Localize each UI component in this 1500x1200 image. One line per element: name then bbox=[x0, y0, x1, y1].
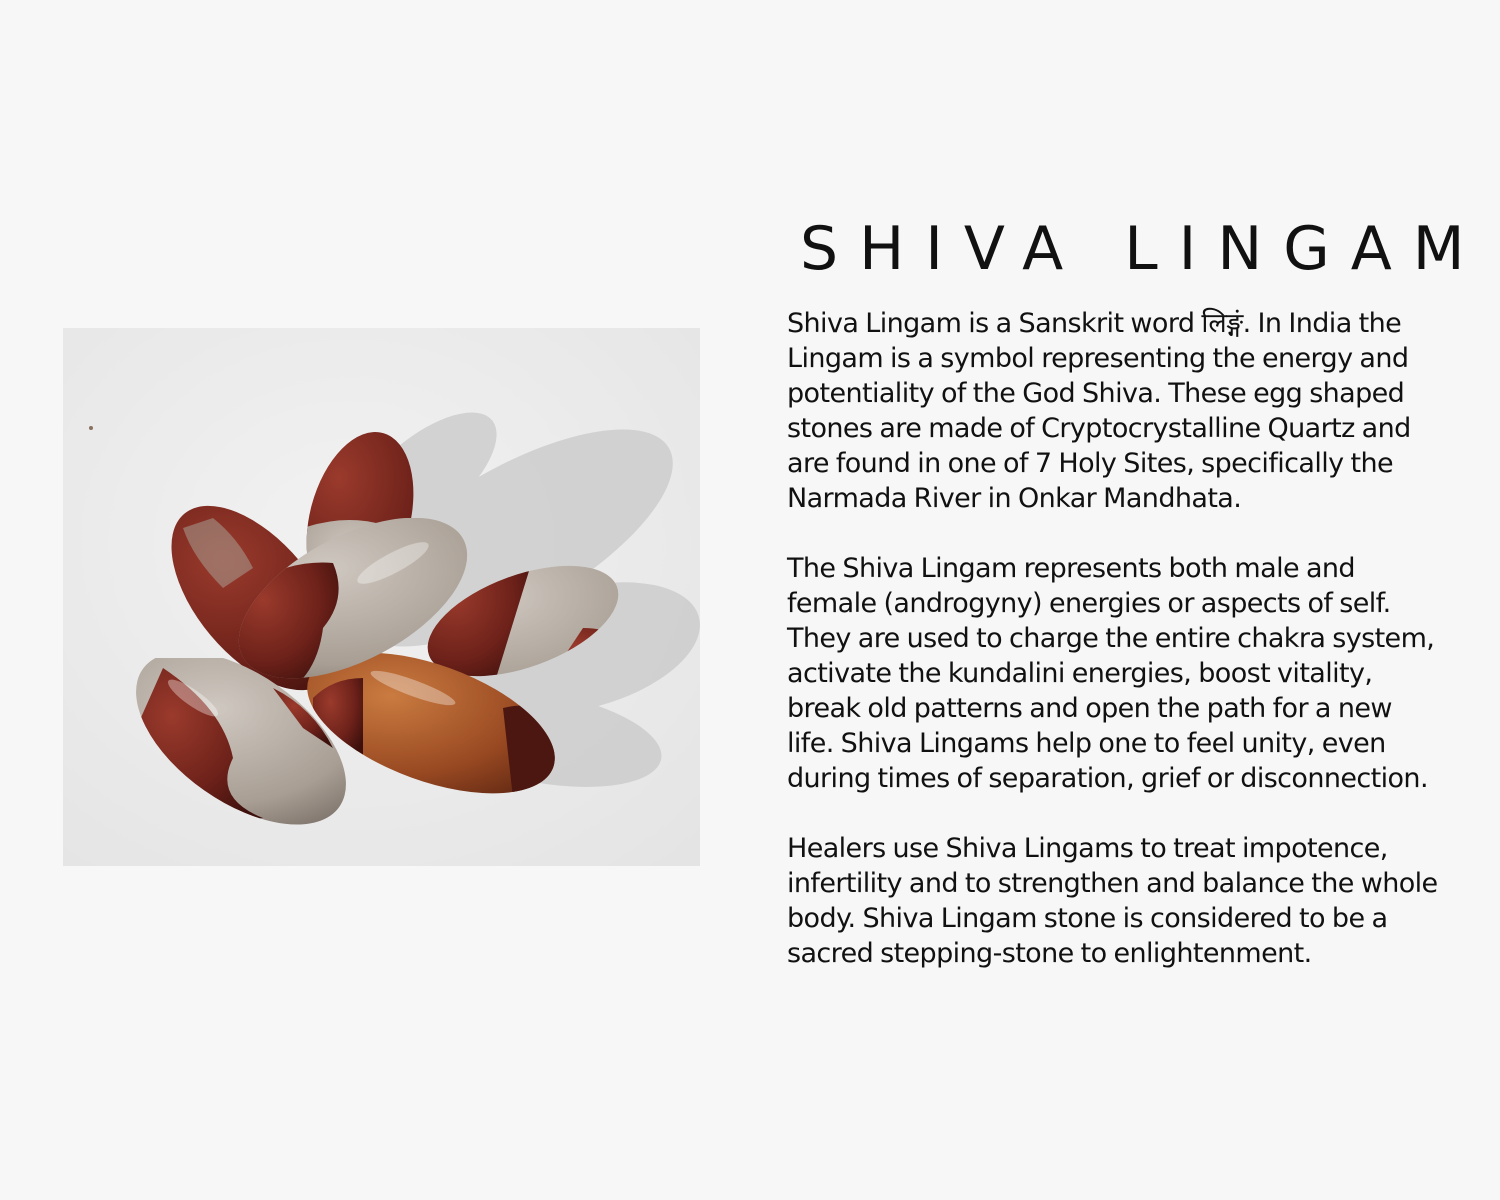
text-line: Shiva Lingam is a Sanskrit word लिङ्गं. In India the bbox=[787, 308, 1402, 339]
paragraph-origin bbox=[787, 306, 1477, 516]
paragraph-meaning bbox=[787, 551, 1477, 796]
text-line: Narmada River in Onkar Mandhata. bbox=[787, 483, 1242, 514]
text-line: potentiality of the God Shiva. These egg shaped bbox=[787, 378, 1405, 409]
text-line: stones are made of Cryptocrystalline Quartz and bbox=[787, 413, 1411, 444]
text-line: sacred stepping-stone to enlightenment. bbox=[787, 938, 1312, 969]
page-title: SHIVA LINGAM bbox=[800, 214, 1486, 284]
text-line: life. Shiva Lingams help one to feel unity, even bbox=[787, 728, 1386, 759]
paragraph-healing bbox=[787, 831, 1477, 971]
text-line: They are used to charge the entire chakra system, bbox=[787, 623, 1435, 654]
text-line: break old patterns and open the path for a new bbox=[787, 693, 1392, 724]
text-line: activate the kundalini energies, boost vitality, bbox=[787, 658, 1373, 689]
text-line: are found in one of 7 Holy Sites, specifically the bbox=[787, 448, 1393, 479]
stone-photo-icon bbox=[63, 328, 700, 866]
text-line: The Shiva Lingam represents both male and bbox=[787, 553, 1355, 584]
text-line: during times of separation, grief or disconnection. bbox=[787, 763, 1428, 794]
text-line: body. Shiva Lingam stone is considered to be a bbox=[787, 903, 1388, 934]
text-line: female (androgyny) energies or aspects of self. bbox=[787, 588, 1391, 619]
text-line: infertility and to strengthen and balance the whole bbox=[787, 868, 1438, 899]
shiva-lingam-photo bbox=[63, 328, 700, 866]
text-line: Healers use Shiva Lingams to treat impotence, bbox=[787, 833, 1388, 864]
text-line: Lingam is a symbol representing the energy and bbox=[787, 343, 1409, 374]
description bbox=[787, 306, 1477, 1006]
